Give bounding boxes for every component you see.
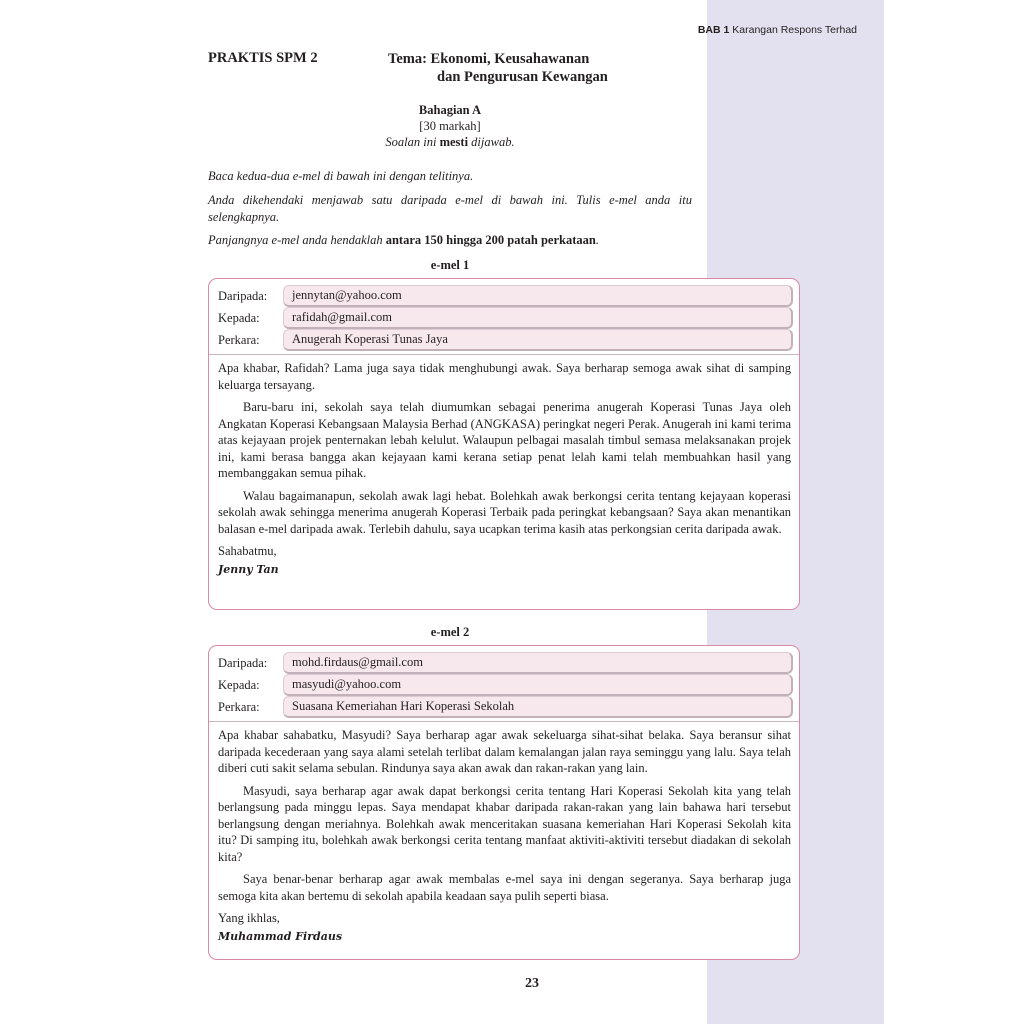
email-2-from-row [209,652,799,674]
email-1-header [209,279,799,355]
email-2-title: e-mel 2 [430,625,470,639]
instruction-1: Baca kedua-dua e-mel di bawah ini dengan telitinya. [208,169,474,183]
praktis-title: PRAKTIS SPM 2 [208,50,318,66]
email-2-paragraph-2: Masyudi, saya berharap agar awak dapat berkongsi cerita tentang Hari Koperasi Sekolah kita yang telah berlangsung pada minggu lepas. Saya mendapat khabar daripada rakan-rakan yang lain bahawa hari tersebut berlangsung dengan meriahnya. Bolehkah awak menceritakan suasana kemeriahan Hari Koperasi Sekolah kita itu? Di samping itu, bolehkah awak berkongsi cerita tentang manfaat aktiviti-aktiviti tersebut diadakan di sekolah kita? [218,783,791,864]
section-title: Bahagian A [418,103,482,117]
email-1-paragraph-2: Baru-baru ini, sekolah saya telah diumumkan sebagai penerima anugerah Koperasi Tunas Jaya oleh Angkatan Koperasi Kebangsaan Malaysia Berhad (ANGKASA) peringkat negeri Perak. Anugerah ini kami terima atas kejayaan projek penternakan lebah kelulut. Walaupun pelbagai masalah timbul semasa melaksanakan projek ini, kami berasa bangga akan kejayaan kami kerana setiap penat lelah kami telah membuahkan hasil yang membanggakan semua pihak. [218,400,791,480]
email-1-body [209,355,799,578]
subject-label: Perkara: [218,699,260,714]
email-1-from-row [209,285,799,307]
chapter-header [698,24,857,36]
email-1-subject-field: Anugerah Koperasi Tunas Jaya [283,329,793,351]
section-note: Soalan ini mesti dijawab. [385,135,515,149]
to-label: Kepada: [218,677,260,692]
to-label: Kepada: [218,310,260,325]
from-label: Daripada: [218,288,268,303]
instruction-3: Panjangnya e-mel anda hendaklah antara 150 hingga 200 patah perkataan. [208,233,599,247]
email-2-to-field: masyudi@yahoo.com [283,674,793,696]
email-1-paragraph-1: Apa khabar, Rafidah? Lama juga saya tidak menghubungi awak. Saya berharap semoga awak sihat di samping keluarga tersayang. [218,361,791,392]
email-1-card [208,278,800,610]
email-1-from-field: jennytan@yahoo.com [283,285,793,307]
email-1-paragraph-3: Walau bagaimanapun, sekolah awak lagi hebat. Bolehkah awak berkongsi cerita tentang kejayaan koperasi sekolah awak sehingga menerima anugerah Koperasi Terbaik pada peringkat kebangsaan? Saya akan menantikan balasan e-mel daripada awak. Terlebih dahulu, saya ucapkan terima kasih atas perkongsian cerita daripada awak. [218,488,791,536]
email-2-header [209,646,799,722]
email-2-card [208,645,800,960]
email-1-closing: Sahabatmu, [218,544,277,558]
theme-title [388,50,608,86]
email-2-from-field: mohd.firdaus@gmail.com [283,652,793,674]
page-number: 23 [525,976,539,991]
from-label: Daripada: [218,655,268,670]
chapter-number: BAB 1 [697,24,730,36]
email-1-title: e-mel 1 [430,258,470,272]
instruction-2: Anda dikehendaki menjawab satu daripada e-mel di bawah ini. Tulis e-mel anda itu selengkapnya. [208,193,692,224]
theme-line-1: Tema: Ekonomi, Keusahawanan [388,51,590,67]
email-2-body [209,722,799,945]
email-1-to-row [209,307,799,329]
email-2-to-row [209,674,799,696]
email-2-closing: Yang ikhlas, [218,911,280,925]
email-1-to-field: rafidah@gmail.com [283,307,793,329]
chapter-title: Karangan Respons Terhad [732,24,857,36]
section-marks: [30 markah] [419,119,481,133]
email-2-signature: Muhammad Firdaus [218,929,343,943]
email-1-subject-row [209,329,799,351]
subject-label: Perkara: [218,332,260,347]
email-2-subject-field: Suasana Kemeriahan Hari Koperasi Sekolah [283,696,793,718]
email-1-signature: Jenny Tan [218,562,279,576]
email-2-subject-row [209,696,799,718]
section-heading [300,102,600,150]
theme-line-2: dan Pengurusan Kewangan [437,69,608,85]
email-2-paragraph-3: Saya benar-benar berharap agar awak membalas e-mel saya ini dengan segeranya. Saya berharap juga semoga kita akan bertemu di sekolah apabila keadaan saya pulih seperti biasa. [218,872,791,903]
email-2-paragraph-1: Apa khabar sahabatku, Masyudi? Saya berharap agar awak sekeluarga sihat-sihat belaka. Saya beransur sihat daripada kecederaan yang saya alami setelah terlibat dalam kemalangan jalan raya seminggu yang lalu. Saya telah diberi cuti sakit selama sebulan. Rindunya saya akan awak dan rakan-rakan yang lain. [218,728,791,775]
